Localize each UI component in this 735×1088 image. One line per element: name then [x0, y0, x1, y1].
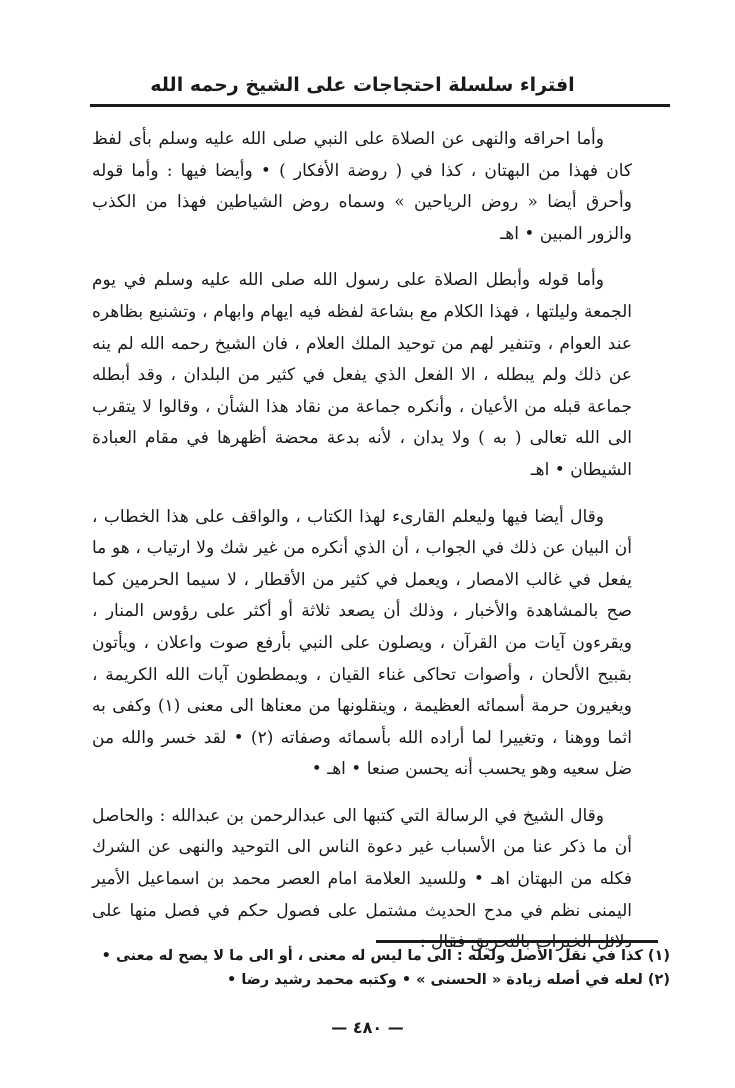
- footnotes: [90, 944, 670, 992]
- paragraph-minarets: وقال أيضا فيها وليعلم القارىء لهذا الكتاب ، والواقف على هذا الخطاب ، أن البيان عن ذلك في الجواب ، أن الذي أنكره من غير شك ولا ارتياب ، هو ما يفعل في غالب الامصار ، ويعمل في كثير من الأقطار ، لا سيما الحرمين كما صح بالمشاهدة والأخبار ، وذلك أن يصعد ثلاثة أو أكثر على رؤوس المنار ، ويقرءون آيات من القرآن ، ويصلون على النبي بأرفع صوت واعلان ، ويأتون بقبيح الألحان ، وأصوات تحاكى غناء القيان ، ويمططون آيات الله الكريمة ، ويغيرون حرمة أسمائه العظيمة ، وينقلونها من معناها الى معنى (١) وكفى به اثما ووهنا ، وتغييرا لما أراده الله بأسمائه وصفاته (٢) • لقد خسر والله من ضل سعيه وهو يحسب أنه يحسن صنعا • اهـ •: [92, 506, 632, 780]
- page-number: — ٤٨٠ —: [331, 1018, 404, 1037]
- paragraph-letter: وقال الشيخ في الرسالة التي كتبها الى عبدالرحمن بن عبدالله : والحاصل أن ما ذكر عنا من الأسباب غير دعوة الناس الى التوحيد والنهى عن الشرك فكله من البهتان اهـ • وللسيد العلامة امام العصر محمد بن اسماعيل الأمير اليمنى نظم في مدح الحديث مشتمل على فصول حكم في فصل منها على دلائل الخيرات بالتحريق فقال :: [92, 805, 632, 953]
- paragraph-burning: وأما احراقه والنهى عن الصلاة على النبي صلى الله عليه وسلم بأى لفظ كان فهذا من البهتان ، كذا في ( روضة الأفكار ) • وأيضا فيها : وأما قوله وأحرق أيضا « روض الرياحين » وسماه روض الشياطين فهذا من الكذب والزور المبين • اهـ: [92, 129, 632, 244]
- main-text: [92, 124, 632, 974]
- header-rule: [90, 104, 670, 107]
- paragraph-friday-prayer: وأما قوله وأبطل الصلاة على رسول الله صلى الله عليه وسلم في يوم الجمعة وليلتها ، فهذا الكلام مع بشاعة لفظه فيه ايهام وابهام ، وتشنيع بظاهره عند العوام ، وتنفير لهم من توحيد الملك العلام ، فان الشيخ رحمه الله لم ينه عن ذلك ولم يبطله ، الا الفعل الذي يفعل في كثير من البلدان ، وقد أبطله جماعة قبله من الأعيان ، وأنكره جماعة من نقاد هذا الشأن ، وقالوا لا يتقرب الى الله تعالى ( به ) ولا يدان ، لأنه بدعة محضة أظهرها في مقام العبادة الشيطان • اهـ: [92, 270, 632, 480]
- running-header: افتراء سلسلة احتجاجات على الشيخ رحمه الله: [150, 74, 575, 96]
- footnote-rule: [376, 940, 658, 943]
- footnote-1: (١) كذا في نقل الأصل ولعله : الى ما ليس له معنى ، أو الى ما لا يصح له معنى •: [101, 948, 670, 964]
- footnote-2: (٢) لعله في أصله زيادة « الحسنى » • وكتبه محمد رشيد رضا •: [227, 972, 670, 988]
